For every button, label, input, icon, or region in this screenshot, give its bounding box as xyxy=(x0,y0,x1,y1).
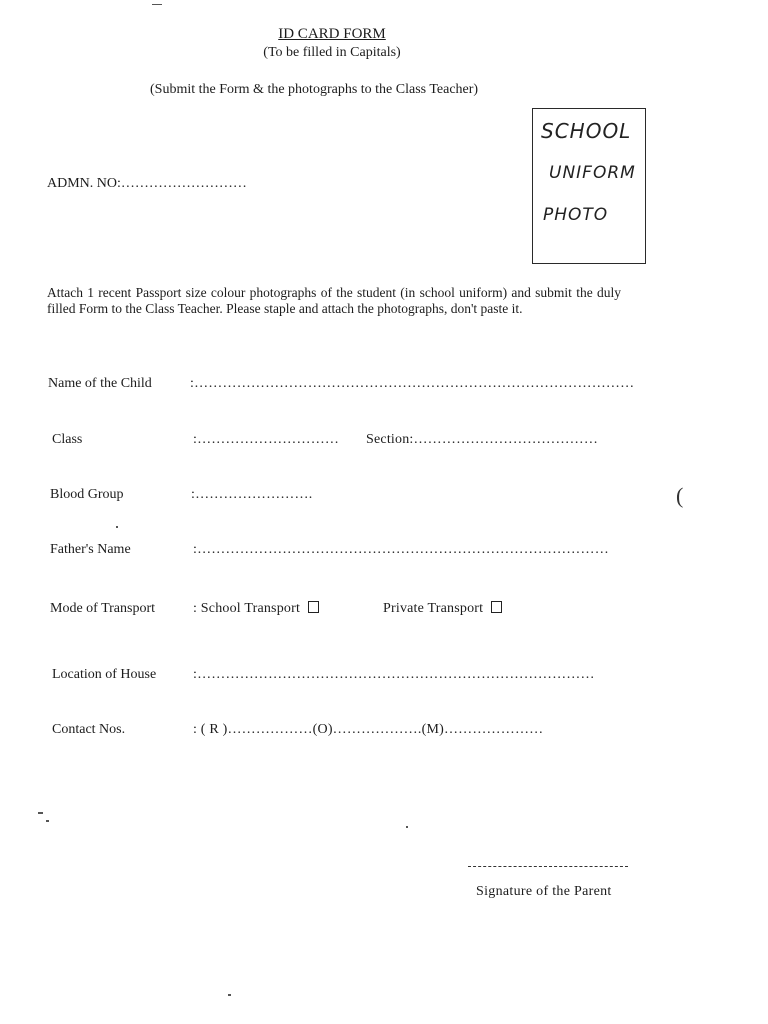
school-transport-checkbox[interactable] xyxy=(308,601,319,613)
class-field[interactable]: :………………………… xyxy=(193,432,340,447)
contact-field[interactable]: : ( R )………………(O)……………….(M)………………… xyxy=(193,722,544,737)
contact-label: Contact Nos. xyxy=(52,722,126,737)
section-field[interactable]: Section:………………………………… xyxy=(366,432,599,447)
scan-speck xyxy=(38,812,43,814)
admission-number-field[interactable]: ADMN. NO:……………………… xyxy=(47,176,247,191)
school-transport-option[interactable] xyxy=(193,601,319,617)
private-transport-label: Private Transport xyxy=(383,601,484,616)
father-name-field[interactable]: :…………………………………………………………………………… xyxy=(193,542,609,557)
school-transport-label: : School Transport xyxy=(193,601,301,616)
class-label: Class xyxy=(52,432,83,447)
form-subtitle: (To be filled in Capitals) xyxy=(263,45,401,60)
signature-label: Signature of the Parent xyxy=(476,884,612,899)
scan-speck xyxy=(406,826,408,828)
instructions: Attach 1 recent Passport size colour photographs of the student (in school uniform) and submit the duly filled Form to the Class Teacher. Please staple and attach the photographs, don't paste it. xyxy=(47,285,621,316)
photo-box xyxy=(532,108,646,264)
name-label: Name of the Child xyxy=(48,376,152,391)
scan-speck xyxy=(46,820,49,822)
location-label: Location of House xyxy=(52,667,157,682)
scan-speck xyxy=(228,994,231,996)
location-field[interactable]: :………………………………………………………………………… xyxy=(193,667,595,682)
scan-speck xyxy=(152,4,162,5)
transport-label: Mode of Transport xyxy=(50,601,156,616)
stray-pen-mark: ( xyxy=(676,483,684,508)
blood-group-label: Blood Group xyxy=(50,487,124,502)
form-title: ID CARD FORM xyxy=(278,26,386,42)
submit-note: (Submit the Form & the photographs to the Class Teacher) xyxy=(150,82,479,97)
scan-speck xyxy=(116,526,118,528)
name-field[interactable]: :………………………………………………………………………………… xyxy=(190,376,635,391)
photo-box-line1: SCHOOL xyxy=(541,119,632,143)
father-name-label: Father's Name xyxy=(50,542,131,557)
signature-line[interactable] xyxy=(468,866,628,867)
photo-box-line3: PHOTO xyxy=(543,205,609,225)
private-transport-option[interactable] xyxy=(383,601,502,617)
blood-group-field[interactable]: :……………………. xyxy=(191,487,313,502)
photo-box-line2: UNIFORM xyxy=(549,163,636,183)
private-transport-checkbox[interactable] xyxy=(491,601,502,613)
